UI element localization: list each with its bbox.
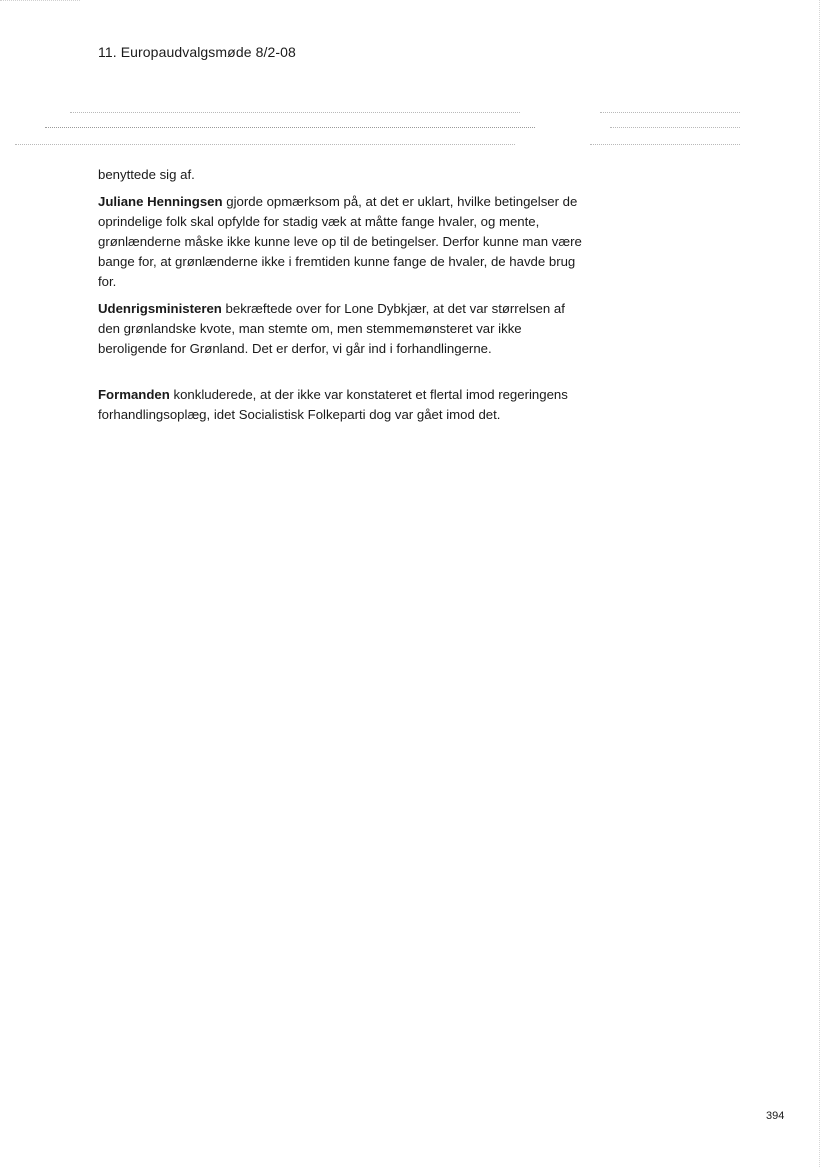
scan-artifact	[0, 0, 80, 4]
scan-edge-artifact	[819, 0, 821, 1167]
paragraph	[98, 165, 588, 185]
paragraph-text: konkluderede, at der ikke var konstateret et flertal imod regeringens forhandlingsoplæg, idet Socialistisk Folkeparti dog var gået imod det.	[98, 387, 568, 422]
paragraph-text: benyttede sig af.	[98, 167, 195, 182]
paragraph-text: bekræftede over for Lone Dybkjær, at det var størrelsen af den grønlandske kvote, man stemte om, men stemmemønsteret var ikke beroligende for Grønland. Det er derfor, vi går ind i forhandlingerne.	[98, 301, 565, 356]
paragraph	[98, 299, 588, 359]
page-number: 394	[766, 1110, 785, 1122]
redacted-section	[0, 100, 760, 156]
paragraph-text: gjorde opmærksom på, at det er uklart, hvilke betingelser de oprindelige folk skal opfylde for stadig væk at måtte fange hvaler, og mente, grønlænderne måske ikke kunne leve op til de betingelser. Derfor kunne man være bange for, at grønlænderne ikke i fremtiden kunne fange de hvaler, de havde brug for.	[98, 194, 582, 289]
speaker-name: Udenrigsministeren	[98, 301, 222, 316]
document-body	[98, 165, 588, 432]
paragraph	[98, 192, 588, 292]
speaker-name: Formanden	[98, 387, 170, 402]
page-header: 11. Europaudvalgsmøde 8/2-08	[98, 44, 296, 60]
speaker-name: Juliane Henningsen	[98, 194, 223, 209]
paragraph	[98, 385, 588, 425]
